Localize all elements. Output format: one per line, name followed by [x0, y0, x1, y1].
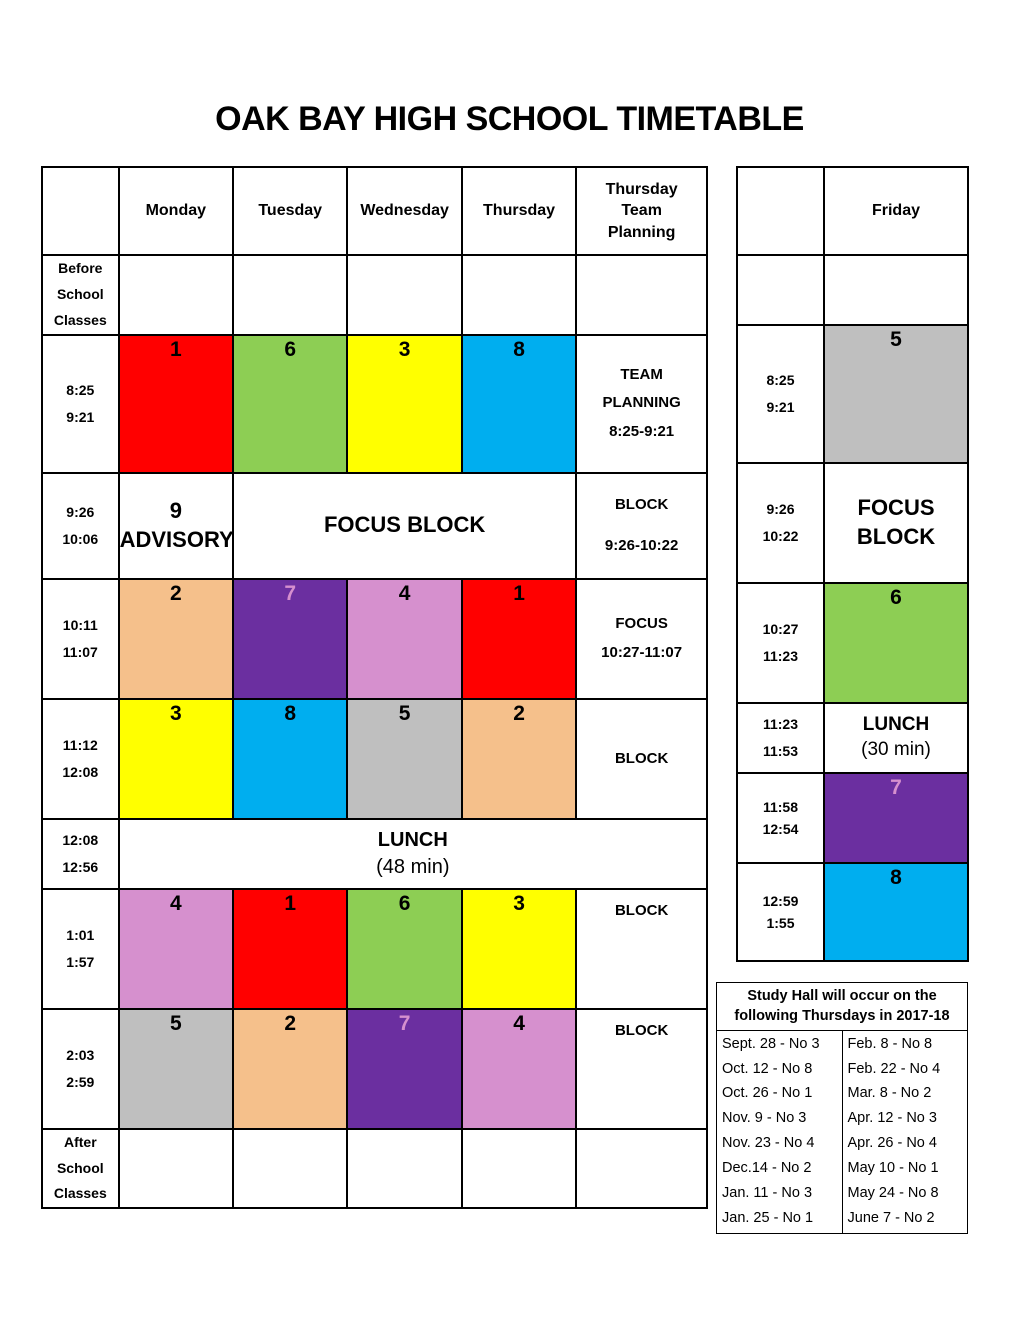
- study-hall-heading-line1: Study Hall will occur on the: [747, 988, 937, 1004]
- friday-time-period-1: [737, 325, 824, 463]
- friday-row-lunch: [737, 703, 968, 773]
- cell-after-school-tuesday[interactable]: [233, 1129, 347, 1209]
- team-planning-line1: TEAM: [620, 365, 663, 383]
- label-after-school: [42, 1129, 119, 1209]
- weekly-timetable: [41, 166, 708, 1209]
- block-mon-period5-label: 5: [169, 1011, 182, 1035]
- team-planning-line3: 8:25-9:21: [609, 422, 675, 440]
- cell-team-planning-period5[interactable]: BLOCK: [576, 1009, 707, 1129]
- friday-time-p3-start: 11:58: [762, 798, 799, 815]
- row-lunch: [42, 819, 707, 889]
- friday-block-period4-label: 8: [890, 866, 902, 889]
- friday-block-period3[interactable]: [824, 773, 968, 863]
- before-school-line1: Before: [58, 260, 103, 276]
- time-period-4: [42, 889, 119, 1009]
- block-wed-period3[interactable]: [347, 699, 461, 819]
- time-period-1-end: 9:21: [66, 408, 95, 425]
- study-hall-item: Apr. 26 - No 4: [847, 1135, 937, 1152]
- time-lunch-end: 12:56: [62, 858, 99, 875]
- block-thu-period1[interactable]: [462, 335, 576, 473]
- cell-after-school-thursday[interactable]: [462, 1129, 576, 1209]
- friday-cell-focus-block[interactable]: [824, 463, 968, 583]
- block-mon-period5[interactable]: [119, 1009, 233, 1129]
- friday-block-period2-label: 6: [890, 586, 902, 609]
- before-school-line3: Classes: [53, 311, 107, 328]
- label-before-school: [42, 255, 119, 335]
- cell-before-school-wednesday[interactable]: [347, 255, 461, 335]
- friday-time-lunch-start: 11:23: [762, 716, 799, 733]
- study-hall-item: Nov. 23 - No 4: [722, 1135, 815, 1152]
- friday-cell-lunch[interactable]: [824, 703, 968, 773]
- friday-cell-before-school[interactable]: [824, 255, 968, 325]
- study-hall-item: Nov. 9 - No 3: [722, 1110, 807, 1127]
- block-thu-period2[interactable]: [462, 579, 576, 699]
- study-hall-item: Dec.14 - No 2: [722, 1160, 812, 1177]
- block-wed-period1-label: 3: [398, 337, 411, 361]
- friday-row-period-1: [737, 325, 968, 463]
- block-thu-period5-label: 4: [513, 1011, 525, 1035]
- friday-time-p2-start: 10:27: [762, 621, 799, 638]
- block-thu-period2-label: 1: [513, 581, 525, 605]
- corner-cell: [42, 167, 119, 255]
- study-hall-heading-row: [717, 983, 968, 1031]
- friday-time-before-school: [737, 255, 824, 325]
- cell-lunch[interactable]: [119, 819, 707, 889]
- study-hall-item: May 10 - No 1: [847, 1160, 939, 1177]
- block-wed-period5-label: 7: [398, 1011, 411, 1035]
- study-hall-heading-line2: following Thursdays in 2017-18: [734, 1008, 950, 1025]
- friday-block-period2[interactable]: [824, 583, 968, 703]
- after-school-line3: Classes: [53, 1185, 107, 1202]
- block-mon-period1-label: 1: [169, 337, 182, 361]
- table-header-row: [42, 167, 707, 255]
- block-wed-period2-label: 4: [398, 581, 411, 605]
- header-tp-line3: Planning: [607, 223, 676, 241]
- friday-time-p1-end: 9:21: [766, 399, 795, 415]
- friday-focus-line2: BLOCK: [856, 524, 936, 549]
- block-mon-period2-label: 2: [169, 581, 182, 605]
- block-wed-period5[interactable]: [347, 1009, 461, 1129]
- study-hall-item: Apr. 12 - No 3: [847, 1110, 937, 1127]
- friday-time-p1-start: 8:25: [766, 372, 795, 389]
- time-period-4-start: 1:01: [66, 927, 95, 944]
- row-after-school: [42, 1129, 707, 1209]
- time-advisory: [42, 473, 119, 579]
- lunch-label: LUNCH: [377, 828, 448, 851]
- cell-advisory-monday[interactable]: [119, 473, 233, 579]
- friday-time-focus: [737, 463, 824, 583]
- time-lunch: [42, 819, 119, 889]
- friday-block-period3-label: 7: [890, 776, 902, 799]
- block-thu-period1-label: 8: [513, 337, 525, 361]
- friday-corner-cell: [737, 167, 824, 255]
- study-hall-right-column: [842, 1030, 968, 1234]
- row-before-school: [42, 255, 707, 335]
- row-advisory: [42, 473, 707, 579]
- time-advisory-start: 9:26: [66, 504, 95, 521]
- after-school-line2: School: [56, 1159, 104, 1176]
- study-hall-item: Jan. 25 - No 1: [722, 1210, 814, 1227]
- block-tue-period5-label: 2: [284, 1011, 297, 1035]
- team-planning-line2: PLANNING: [602, 394, 681, 412]
- block-tue-period3-label: 8: [284, 701, 297, 725]
- header-monday: Monday: [119, 167, 233, 255]
- friday-lunch-label: LUNCH: [862, 714, 930, 736]
- friday-row-period-2: [737, 583, 968, 703]
- study-hall-item: Oct. 12 - No 8: [722, 1060, 813, 1077]
- header-tp-line1: Thursday: [605, 180, 678, 198]
- friday-time-lunch-end: 11:53: [762, 743, 799, 759]
- block-thu-period3[interactable]: [462, 699, 576, 819]
- cell-before-school-team-planning[interactable]: [576, 255, 707, 335]
- friday-time-p4-start: 12:59: [762, 892, 799, 909]
- friday-block-period1[interactable]: [824, 325, 968, 463]
- friday-header-row: [737, 167, 968, 255]
- cell-after-school-monday[interactable]: [119, 1129, 233, 1209]
- block-tue-period4[interactable]: [233, 889, 347, 1009]
- time-lunch-start: 12:08: [62, 832, 99, 849]
- block-wed-period4-label: 6: [398, 891, 411, 915]
- friday-row-period-4: [737, 863, 968, 961]
- friday-block-period1-label: 5: [890, 328, 902, 351]
- block-tue-period2[interactable]: [233, 579, 347, 699]
- friday-time-focus-end: 10:22: [762, 528, 799, 544]
- study-hall-body-row: [717, 1030, 968, 1234]
- advisory-number: 9: [169, 498, 182, 524]
- time-period-4-end: 1:57: [66, 953, 95, 970]
- cell-team-planning-period4[interactable]: BLOCK: [576, 889, 707, 1009]
- friday-time-period-3: [737, 773, 824, 863]
- block-wed-period2[interactable]: [347, 579, 461, 699]
- study-hall-item: Oct. 26 - No 1: [722, 1085, 813, 1102]
- cell-team-planning-advisory[interactable]: [576, 473, 707, 579]
- time-advisory-end: 10:06: [62, 530, 99, 547]
- header-tuesday: Tuesday: [233, 167, 347, 255]
- friday-time-lunch: [737, 703, 824, 773]
- friday-time-p2-end: 11:23: [762, 648, 799, 664]
- friday-row-focus-block: [737, 463, 968, 583]
- before-school-line2: School: [56, 285, 104, 302]
- time-period-3: [42, 699, 119, 819]
- study-hall-item: Feb. 22 - No 4: [847, 1060, 941, 1077]
- cell-team-planning-period1[interactable]: [576, 335, 707, 473]
- study-hall-item: Sept. 28 - No 3: [722, 1035, 820, 1052]
- friday-timetable: [736, 166, 969, 962]
- study-hall-item: Feb. 8 - No 8: [847, 1035, 933, 1052]
- block-mon-period4-label: 4: [169, 891, 182, 915]
- time-period-2: [42, 579, 119, 699]
- cell-focus-block-main[interactable]: FOCUS BLOCK: [233, 473, 576, 579]
- study-hall-note: [716, 982, 968, 1234]
- row-period-1: [42, 335, 707, 473]
- lunch-duration: (48 min): [376, 855, 450, 878]
- time-period-5: [42, 1009, 119, 1129]
- friday-time-period-4: [737, 863, 824, 961]
- cell-after-school-wednesday[interactable]: [347, 1129, 461, 1209]
- advisory-label: ADVISORY: [119, 526, 234, 552]
- cell-before-school-monday[interactable]: [119, 255, 233, 335]
- friday-row-period-3: [737, 773, 968, 863]
- study-hall-item: June 7 - No 2: [847, 1210, 935, 1227]
- study-hall-item: Mar. 8 - No 2: [847, 1085, 932, 1102]
- row-period-4: [42, 889, 707, 1009]
- friday-block-period4[interactable]: [824, 863, 968, 961]
- block-mon-period3-label: 3: [169, 701, 182, 725]
- friday-time-p4-end: 1:55: [766, 915, 795, 931]
- time-period-1: [42, 335, 119, 473]
- after-school-line1: After: [63, 1133, 97, 1150]
- block-thu-period4[interactable]: [462, 889, 576, 1009]
- block-thu-period4-label: 3: [513, 891, 525, 915]
- tp-period2-line2: 10:27-11:07: [601, 643, 683, 661]
- tp-period2-line1: FOCUS: [615, 615, 668, 633]
- tp-advisory-gap: [577, 520, 706, 532]
- time-period-1-start: 8:25: [66, 382, 95, 399]
- block-tue-period4-label: 1: [284, 891, 297, 915]
- time-period-5-end: 2:59: [66, 1073, 95, 1090]
- friday-focus-line1: FOCUS: [857, 495, 935, 521]
- header-tp-line2: Team: [621, 202, 662, 220]
- time-period-3-start: 11:12: [62, 737, 98, 754]
- block-thu-period5[interactable]: [462, 1009, 576, 1129]
- study-hall-item: Jan. 11 - No 3: [722, 1185, 813, 1202]
- block-mon-period2[interactable]: [119, 579, 233, 699]
- study-hall-item: May 24 - No 8: [847, 1185, 939, 1202]
- block-wed-period4[interactable]: [347, 889, 461, 1009]
- block-tue-period5[interactable]: [233, 1009, 347, 1129]
- friday-time-p3-end: 12:54: [762, 821, 799, 837]
- time-period-2-end: 11:07: [62, 643, 98, 660]
- block-tue-period1[interactable]: [233, 335, 347, 473]
- row-period-5: [42, 1009, 707, 1129]
- cell-after-school-team-planning[interactable]: [576, 1129, 707, 1209]
- friday-row-before-school: [737, 255, 968, 325]
- cell-before-school-thursday[interactable]: [462, 255, 576, 335]
- time-period-5-start: 2:03: [66, 1047, 95, 1064]
- block-mon-period3[interactable]: [119, 699, 233, 819]
- header-friday: Friday: [824, 167, 968, 255]
- block-tue-period2-label: 7: [284, 581, 297, 605]
- block-thu-period3-label: 2: [513, 701, 525, 725]
- block-tue-period3[interactable]: [233, 699, 347, 819]
- row-period-3: [42, 699, 707, 819]
- header-thursday-team-planning: [576, 167, 707, 255]
- cell-team-planning-period3[interactable]: BLOCK: [576, 699, 707, 819]
- friday-lunch-duration: (30 min): [861, 739, 931, 760]
- time-period-3-end: 12:08: [62, 763, 99, 780]
- study-hall-left-column: [717, 1030, 843, 1234]
- block-wed-period1[interactable]: [347, 335, 461, 473]
- study-hall-heading: [717, 983, 968, 1031]
- block-mon-period4[interactable]: [119, 889, 233, 1009]
- friday-time-focus-start: 9:26: [766, 501, 795, 518]
- block-tue-period1-label: 6: [284, 337, 297, 361]
- cell-team-planning-period2[interactable]: [576, 579, 707, 699]
- tp-advisory-line2: 9:26-10:22: [604, 536, 679, 554]
- friday-time-period-2: [737, 583, 824, 703]
- cell-before-school-tuesday[interactable]: [233, 255, 347, 335]
- time-period-2-start: 10:11: [62, 617, 98, 634]
- header-wednesday: Wednesday: [347, 167, 461, 255]
- block-mon-period1[interactable]: [119, 335, 233, 473]
- block-wed-period3-label: 5: [398, 701, 411, 725]
- row-period-2: [42, 579, 707, 699]
- header-thursday: Thursday: [462, 167, 576, 255]
- page-title: OAK BAY HIGH SCHOOL TIMETABLE: [215, 100, 804, 138]
- tp-advisory-line1: BLOCK: [614, 496, 669, 514]
